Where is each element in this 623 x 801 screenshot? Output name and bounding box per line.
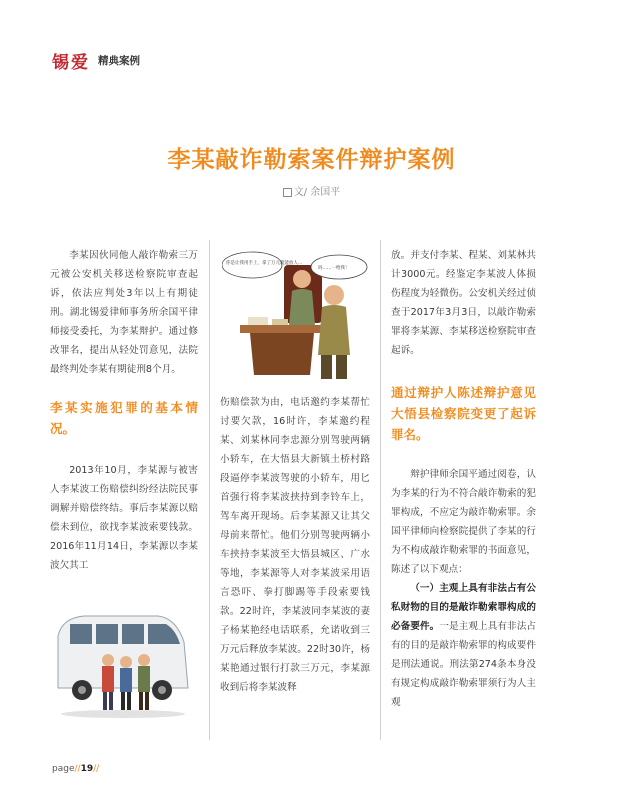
page-number-value: 19 <box>80 764 94 774</box>
intro-paragraph: 李某因伙同他人敲诈勒索三万元被公安机关移送检察院审查起诉，依法应判处3年以上有期徒刑。湖北锡爱律师事务所余国平律师接受委托，为李某辩护。通过修改罪名，提出从轻处罚意见，法院最终判处李某有期徒刑8个月。 <box>50 250 198 375</box>
author-name: 文/ 余国平 <box>293 187 341 198</box>
column-2 <box>220 393 370 697</box>
column-divider-2 <box>380 240 381 740</box>
author-box-icon <box>283 188 292 197</box>
article-title: 李某敲诈勒索案件辩护案例 <box>167 147 456 173</box>
subheading-defense-opinion: 通过辩护人陈述辩护意见大悟县检察院变更了起诉罪名。 <box>391 385 536 442</box>
facts-continued-paragraph: 伤赔偿款为由，电话邀约李某帮忙讨要欠款，16时许，李某邀约程某、刘某林同李忠源分别驾驶两辆小轿车，在大悟县大新镇土桥村路段逼停李某波驾驶的小轿车，用匕首强行将李某波挟持到李铃车上，驾车离开现场。后李某源又让其父母前来帮忙。他们分别驾驶两辆小车挟持李某波至大悟县城区、广水等地，李某源等人对李某波采用语言恐吓、拳打脚踢等手段索要钱款。22时许，李某波同李某波的妻子杨某艳经电话联系，允诺收到三万元后释放李某波。22时30许，杨某艳通过银行打款三万元，李某源收到后将李某波释 <box>220 397 370 693</box>
point-one-paragraph <box>391 579 536 712</box>
page-header <box>52 48 140 72</box>
article-author <box>0 183 623 198</box>
page-slashes: // <box>74 764 81 774</box>
office-illustration <box>222 243 370 385</box>
defense-paragraph: 辩护律师余国平通过阅卷，认为李某的行为不符合敲诈勒索的犯罪构成，不应定为敲诈勒索罪。余国平律师向检察院提供了李某的行为不构成敲诈勒索罪的书面意见，陈述了以下观点： <box>391 469 536 575</box>
subheading-basic-facts: 李某实施犯罪的基本情况。 <box>50 400 198 436</box>
page-prefix: page <box>52 764 75 774</box>
bubble-left-text: 你是让我用手上，拿了万元就能放人... <box>226 261 303 266</box>
magazine-logo: 锡爱 <box>52 52 90 73</box>
page-number <box>52 764 99 774</box>
column-1 <box>50 246 198 575</box>
point-one-heading: （一）主观上具有非法占有公私财物的目的是敲诈勒索罪构成的必备要件。 <box>391 583 536 632</box>
column-divider-1 <box>209 240 210 740</box>
column-3 <box>391 246 536 712</box>
point-one-body: 一是主观上具有非法占有的目的是敲诈勒索罪的构成要件是刑法通说。刑法第274条本身没有规定构成敲诈勒索罪须行为人主观 <box>391 621 536 708</box>
section-label: 精典案例 <box>98 54 140 67</box>
prosecution-paragraph: 放。并支付李某、程某、刘某林共计3000元。经鉴定李某波人体损伤程度为轻微伤。公安机关经过侦查于2017年3月3日，以敲诈勒索罪将李某源、李某移送检察院审查起诉。 <box>391 250 536 356</box>
van-illustration <box>48 596 198 724</box>
bubble-right-text: 吗……一给我！ <box>318 266 350 271</box>
page-suffix: // <box>93 764 100 774</box>
facts-paragraph: 2013年10月，李某源与被害人李某波工伤赔偿纠纷经法院民事调解并赔偿终结。事后李某源以赔偿未到位，欲找李某波索要钱款。2016年11月14日，李某源以李某波欠其工 <box>50 465 198 571</box>
